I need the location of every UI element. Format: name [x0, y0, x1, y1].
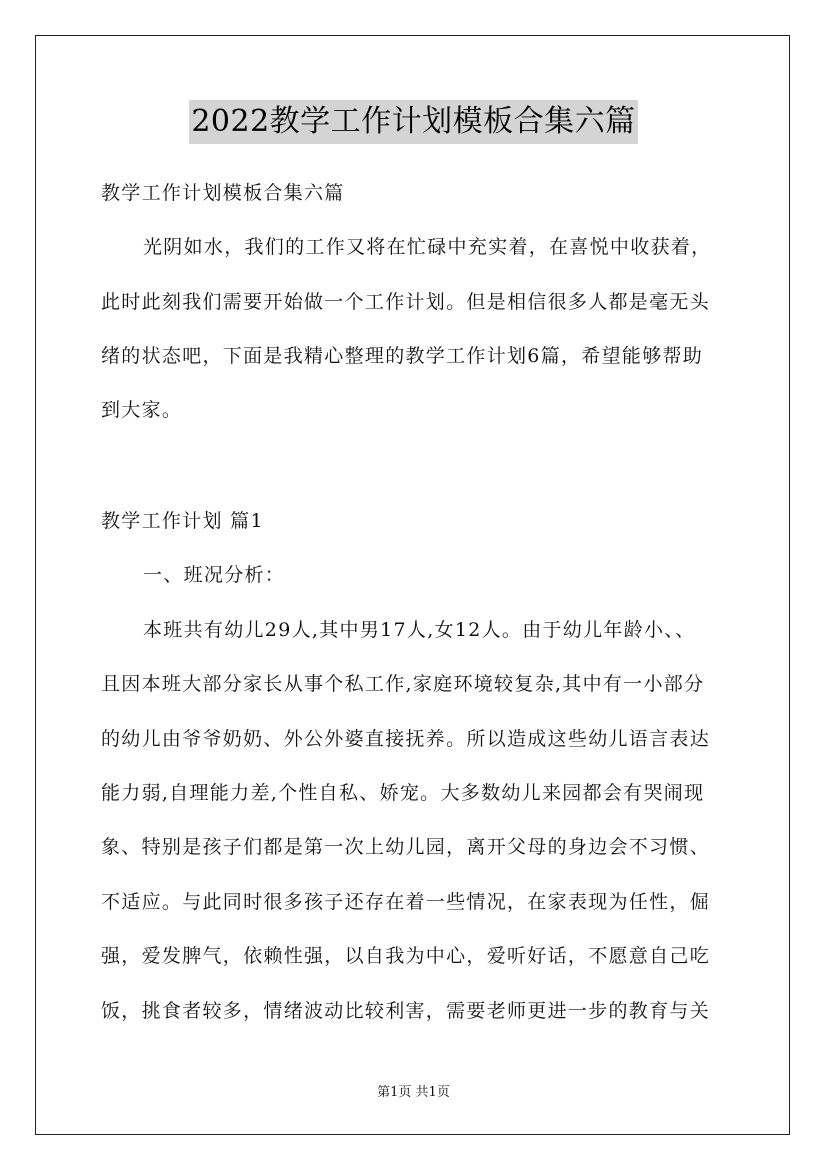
document-subtitle: 教学工作计划模板合集六篇	[101, 182, 345, 204]
subsection-heading: 一、班况分析：	[143, 564, 286, 586]
body-line: 象、特别是孩子们都是第一次上幼儿园，离开父母的身边会不习惯、	[101, 836, 711, 858]
section-heading: 教学工作计划 篇1	[101, 510, 264, 532]
body-line: 能力弱,自理能力差,个性自私、娇宠。大多数幼儿来园都会有哭闹现	[101, 782, 705, 804]
body-line: 强，爱发脾气，依赖性强，以自我为中心，爱听好话，不愿意自己吃	[101, 945, 711, 967]
intro-line: 到大家。	[101, 399, 183, 421]
page-number: 第1页 共1页	[377, 1085, 450, 1100]
intro-line: 光阴如水，我们的工作又将在忙碌中充实着，在喜悦中收获着，	[143, 236, 712, 258]
intro-line: 此时此刻我们需要开始做一个工作计划。但是相信很多人都是毫无头	[101, 291, 711, 313]
intro-line: 绪的状态吧，下面是我精心整理的教学工作计划6篇，希望能够帮助	[101, 345, 704, 367]
title-container	[0, 100, 827, 144]
body-line: 饭，挑食者较多，情绪波动比较利害，需要老师更进一步的教育与关	[101, 1000, 711, 1022]
body-line: 本班共有幼儿29人,其中男17人,女12人。由于幼儿年龄小、、	[143, 619, 696, 641]
document-title: 2022教学工作计划模板合集六篇	[189, 100, 637, 144]
body-line: 的幼儿由爷爷奶奶、外公外婆直接抚养。所以造成这些幼儿语言表达	[101, 728, 711, 750]
body-line: 且因本班大部分家长从事个私工作,家庭环境较复杂,其中有一小部分	[101, 673, 705, 695]
body-line: 不适应。与此同时很多孩子还存在着一些情况，在家表现为任性，倔	[101, 891, 711, 913]
